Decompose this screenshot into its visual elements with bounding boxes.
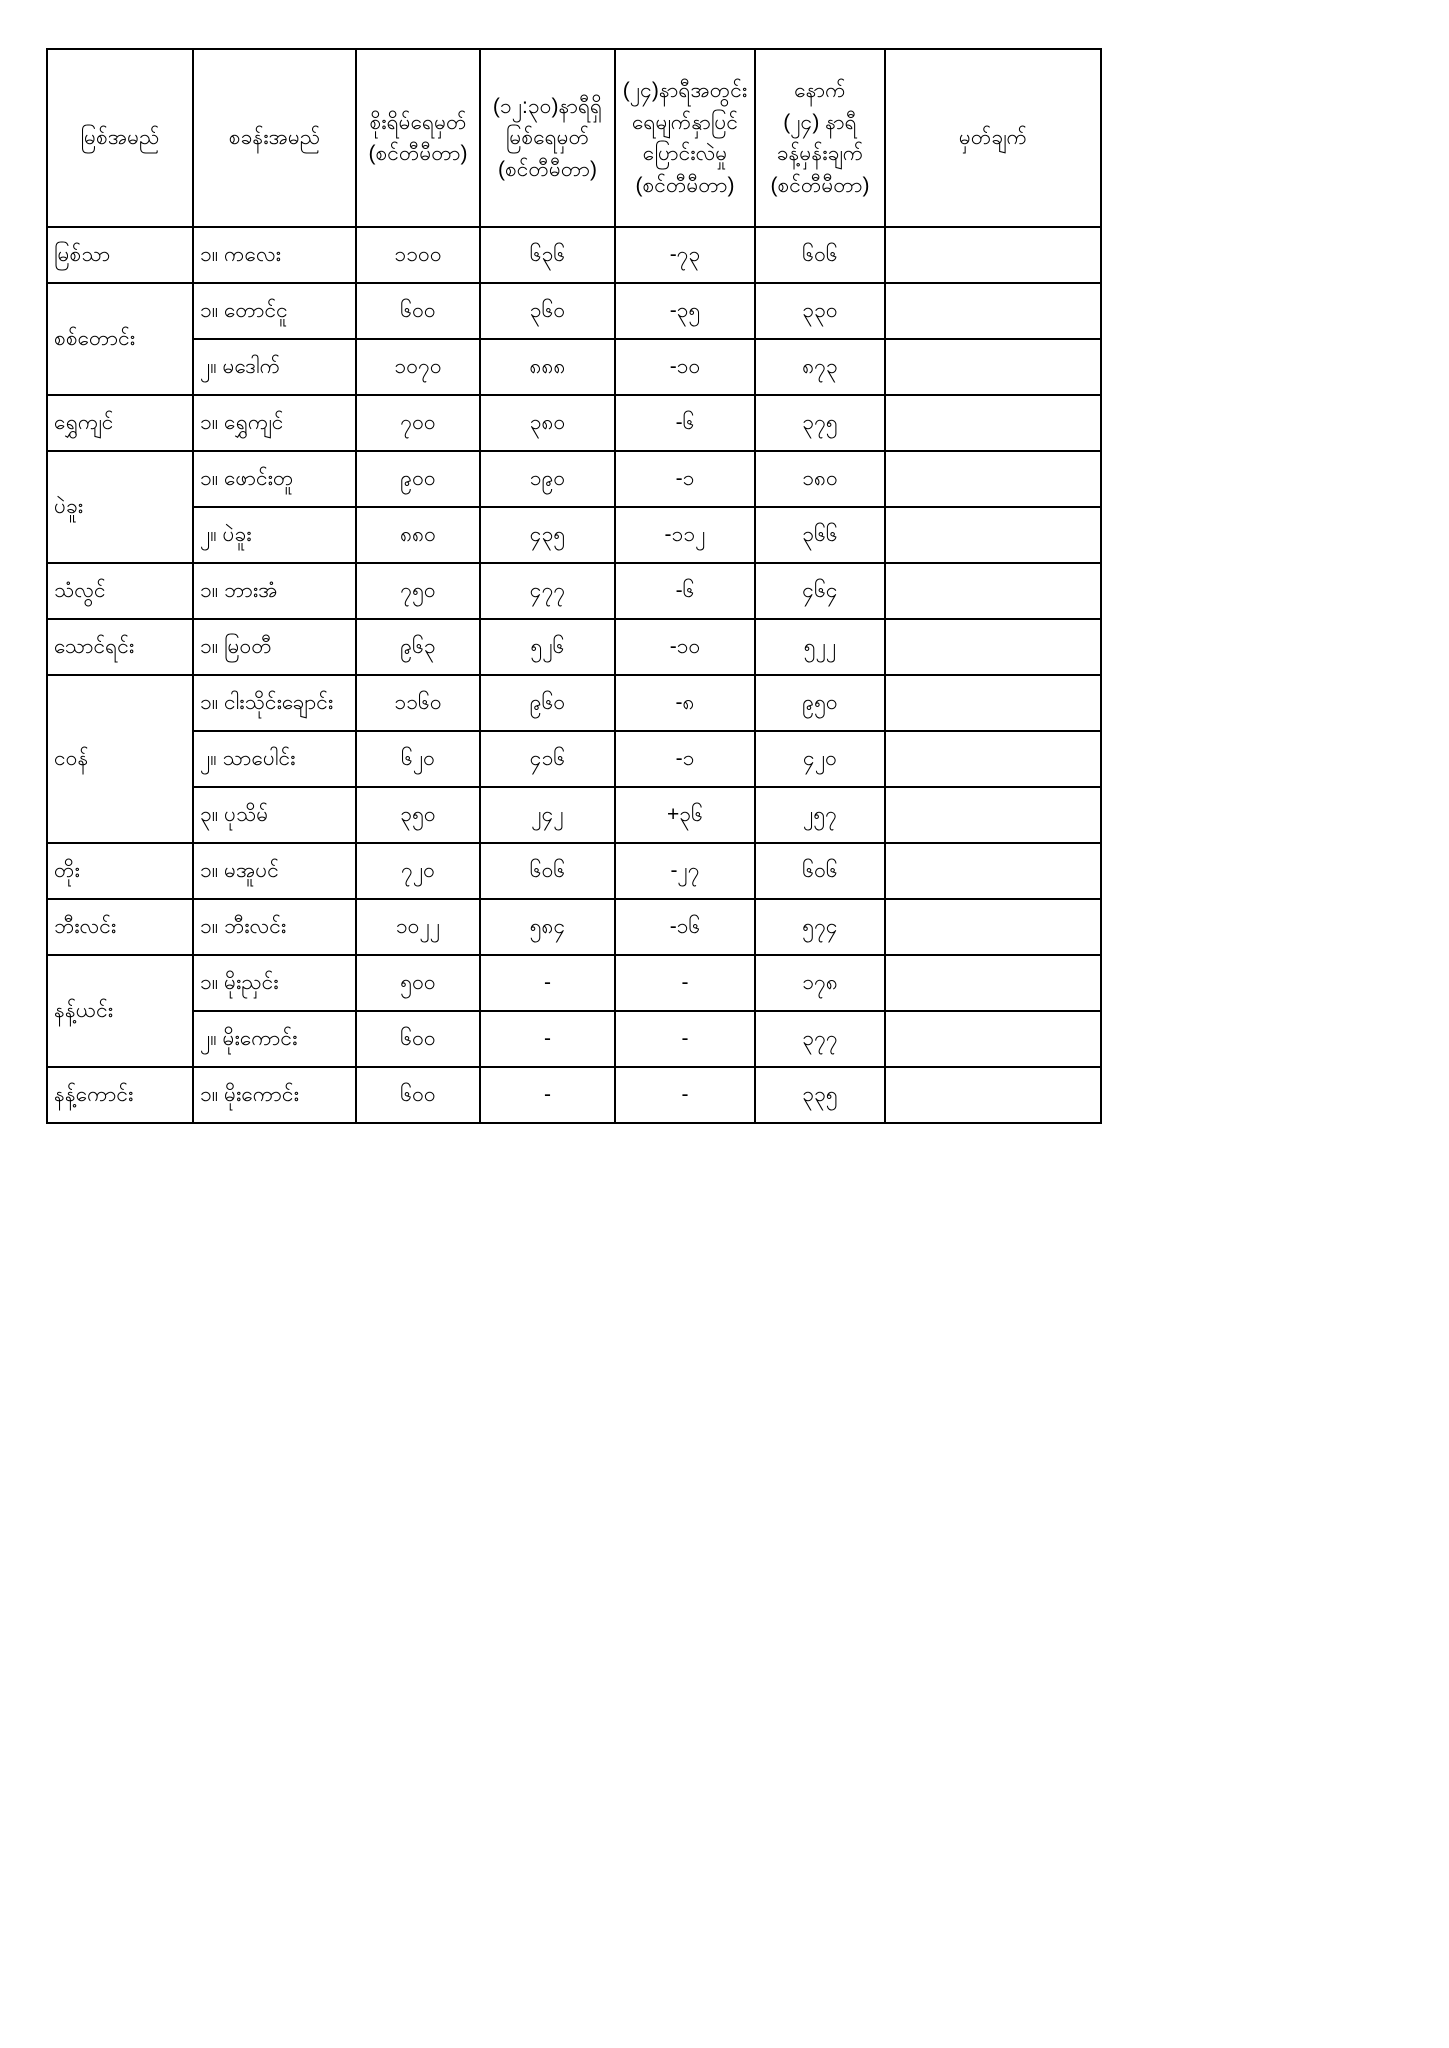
cell-remark: [885, 731, 1101, 787]
cell-change-24h: -၁: [615, 451, 755, 507]
cell-remark: [885, 787, 1101, 843]
cell-station-name: ၁။ ဘားအံ: [193, 563, 356, 619]
cell-current-level: ၄၁၆: [480, 731, 615, 787]
table-header: [47, 49, 1101, 227]
column-header-river-name: [47, 49, 193, 227]
cell-current-level: ၅၈၄: [480, 899, 615, 955]
cell-change-24h: -၃၅: [615, 283, 755, 339]
column-header-line: မှတ်ချက်: [958, 126, 1028, 150]
cell-current-level: ၈၈၈: [480, 339, 615, 395]
cell-current-level: -: [480, 1067, 615, 1123]
cell-forecast-24h: ၃၃၅: [755, 1067, 885, 1123]
cell-remark: [885, 899, 1101, 955]
cell-current-level: ၆၀၆: [480, 843, 615, 899]
cell-change-24h: -: [615, 955, 755, 1011]
table-body: [47, 227, 1101, 1123]
cell-remark: [885, 451, 1101, 507]
table-row: [47, 1011, 1101, 1067]
table-row: [47, 955, 1101, 1011]
cell-river-name: နန့်ယင်း: [47, 955, 193, 1067]
cell-station-name: ၂။ ပဲခူး: [193, 507, 356, 563]
cell-forecast-24h: ၈၇၃: [755, 339, 885, 395]
cell-warning-level: ၁၀၂၂: [356, 899, 480, 955]
cell-change-24h: -: [615, 1067, 755, 1123]
column-header-forecast-24h: [755, 49, 885, 227]
cell-change-24h: -၁: [615, 731, 755, 787]
cell-remark: [885, 563, 1101, 619]
cell-warning-level: ၁၁၀၀: [356, 227, 480, 283]
cell-station-name: ၁။ မြဝတီ: [193, 619, 356, 675]
cell-river-name: တိုး: [47, 843, 193, 899]
cell-remark: [885, 395, 1101, 451]
cell-river-name: ပဲခူး: [47, 451, 193, 563]
cell-current-level: ၃၈၀: [480, 395, 615, 451]
river-water-level-table: [46, 48, 1102, 1124]
cell-station-name: ၂။ သာပေါင်း: [193, 731, 356, 787]
cell-remark: [885, 843, 1101, 899]
cell-forecast-24h: ၃၇၅: [755, 395, 885, 451]
table-row: [47, 1067, 1101, 1123]
cell-forecast-24h: ၅၇၄: [755, 899, 885, 955]
column-header-line: ရေမျက်နှာပြင်: [632, 110, 738, 134]
cell-forecast-24h: ၅၂၂: [755, 619, 885, 675]
cell-warning-level: ၉၆၃: [356, 619, 480, 675]
cell-warning-level: ၇၅၀: [356, 563, 480, 619]
cell-station-name: ၁။ မိုးကောင်း: [193, 1067, 356, 1123]
cell-warning-level: ၁၀၇၀: [356, 339, 480, 395]
cell-station-name: ၂။ မဒေါက်: [193, 339, 356, 395]
cell-forecast-24h: ၃၃၀: [755, 283, 885, 339]
column-header-line: (၂၄)နာရီအတွင်း: [622, 79, 748, 102]
column-header-line: ပြောင်းလဲမှု: [642, 142, 728, 165]
table-row: [47, 563, 1101, 619]
cell-station-name: ၂။ မိုးကောင်း: [193, 1011, 356, 1067]
column-header-line: (၁၂:၃၀)နာရီရှိ: [492, 94, 603, 118]
cell-current-level: ၄၇၇: [480, 563, 615, 619]
cell-warning-level: ၇၀၀: [356, 395, 480, 451]
column-header-warning-level: [356, 49, 480, 227]
cell-station-name: ၁။ ငါးသိုင်းချောင်း: [193, 675, 356, 731]
column-header-remark: [885, 49, 1101, 227]
cell-station-name: ၁။ မိုးညှင်း: [193, 955, 356, 1011]
cell-forecast-24h: ၁၇၈: [755, 955, 885, 1011]
column-header-change-24h: [615, 49, 755, 227]
cell-forecast-24h: ၆၀၆: [755, 843, 885, 899]
cell-station-name: ၁။ ဘီးလင်း: [193, 899, 356, 955]
cell-warning-level: ၃၅၀: [356, 787, 480, 843]
cell-change-24h: -၁၀: [615, 619, 755, 675]
cell-station-name: ၃။ ပုသိမ်: [193, 787, 356, 843]
cell-current-level: -: [480, 955, 615, 1011]
cell-station-name: ၁။ ရွှေကျင်: [193, 395, 356, 451]
column-header-line: စခန်းအမည်: [228, 126, 321, 150]
cell-warning-level: ၈၈၀: [356, 507, 480, 563]
column-header-line: (စင်တီမီတာ): [498, 157, 597, 181]
cell-change-24h: -၈: [615, 675, 755, 731]
cell-station-name: ၁။ တောင်ငူ: [193, 283, 356, 339]
cell-river-name: ဘီးလင်း: [47, 899, 193, 955]
table-row: [47, 843, 1101, 899]
cell-forecast-24h: ၃၆၆: [755, 507, 885, 563]
cell-current-level: ၅၂၆: [480, 619, 615, 675]
cell-remark: [885, 339, 1101, 395]
table-row: [47, 787, 1101, 843]
cell-remark: [885, 507, 1101, 563]
cell-river-name: ရွှေကျင်: [47, 395, 193, 451]
cell-forecast-24h: ၉၅၀: [755, 675, 885, 731]
cell-river-name: သံလွင်: [47, 563, 193, 619]
cell-river-name: ငဝန်: [47, 675, 193, 843]
table-row: [47, 451, 1101, 507]
table-row: [47, 395, 1101, 451]
column-header-line: (စင်တီမီတာ): [368, 142, 468, 165]
cell-forecast-24h: ၄၆၄: [755, 563, 885, 619]
table-row: [47, 283, 1101, 339]
cell-change-24h: -၁၁၂: [615, 507, 755, 563]
column-header-current-level: [480, 49, 615, 227]
column-header-line: ခန့်မှန်းချက်: [776, 142, 864, 165]
column-header-station-name: [193, 49, 356, 227]
cell-change-24h: +၃၆: [615, 787, 755, 843]
cell-change-24h: -၁၀: [615, 339, 755, 395]
cell-warning-level: ၉၀၀: [356, 451, 480, 507]
cell-remark: [885, 283, 1101, 339]
column-header-line: (၂၄) နာရီ: [783, 110, 857, 134]
cell-warning-level: ၇၂၀: [356, 843, 480, 899]
cell-remark: [885, 227, 1101, 283]
cell-remark: [885, 619, 1101, 675]
column-header-line: စိုးရိမ်ရေမှတ်: [369, 110, 467, 134]
cell-remark: [885, 1067, 1101, 1123]
cell-remark: [885, 955, 1101, 1011]
cell-current-level: ၁၉၀: [480, 451, 615, 507]
cell-warning-level: ၆၀၀: [356, 283, 480, 339]
cell-warning-level: ၆၂၀: [356, 731, 480, 787]
cell-change-24h: -၆: [615, 563, 755, 619]
cell-forecast-24h: ၆၀၆: [755, 227, 885, 283]
cell-change-24h: -: [615, 1011, 755, 1067]
cell-current-level: ၉၆၀: [480, 675, 615, 731]
table-row: [47, 227, 1101, 283]
table-row: [47, 619, 1101, 675]
table-row: [47, 731, 1101, 787]
cell-forecast-24h: ၂၅၇: [755, 787, 885, 843]
cell-warning-level: ၆၀၀: [356, 1011, 480, 1067]
table-row: [47, 899, 1101, 955]
column-header-line: နောက်: [794, 79, 846, 102]
cell-remark: [885, 1011, 1101, 1067]
cell-station-name: ၁။ မအူပင်: [193, 843, 356, 899]
cell-current-level: -: [480, 1011, 615, 1067]
cell-river-name: နန့်ကောင်း: [47, 1067, 193, 1123]
cell-current-level: ၂၄၂: [480, 787, 615, 843]
cell-forecast-24h: ၄၂၀: [755, 731, 885, 787]
cell-change-24h: -၇၃: [615, 227, 755, 283]
table-row: [47, 339, 1101, 395]
column-header-line: မြစ်အမည်: [80, 126, 160, 150]
cell-river-name: သောင်ရင်း: [47, 619, 193, 675]
cell-river-name: စစ်တောင်း: [47, 283, 193, 395]
table-header-row: [47, 49, 1101, 227]
column-header-line: (စင်တီမီတာ): [635, 173, 735, 197]
cell-current-level: ၃၆၀: [480, 283, 615, 339]
cell-warning-level: ၁၁၆၀: [356, 675, 480, 731]
cell-station-name: ၁။ ဖောင်းတူ: [193, 451, 356, 507]
cell-change-24h: -၂၇: [615, 843, 755, 899]
cell-warning-level: ၅၀၀: [356, 955, 480, 1011]
cell-current-level: ၄၃၅: [480, 507, 615, 563]
cell-change-24h: -၁၆: [615, 899, 755, 955]
cell-station-name: ၁။ ကလေး: [193, 227, 356, 283]
cell-river-name: မြစ်သာ: [47, 227, 193, 283]
table-row: [47, 507, 1101, 563]
cell-forecast-24h: ၃၇၇: [755, 1011, 885, 1067]
table-row: [47, 675, 1101, 731]
cell-current-level: ၆၃၆: [480, 227, 615, 283]
cell-remark: [885, 675, 1101, 731]
cell-warning-level: ၆၀၀: [356, 1067, 480, 1123]
column-header-line: (စင်တီမီတာ): [770, 173, 870, 197]
column-header-line: မြစ်ရေမှတ်: [505, 126, 590, 150]
cell-forecast-24h: ၁၈၀: [755, 451, 885, 507]
cell-change-24h: -၆: [615, 395, 755, 451]
